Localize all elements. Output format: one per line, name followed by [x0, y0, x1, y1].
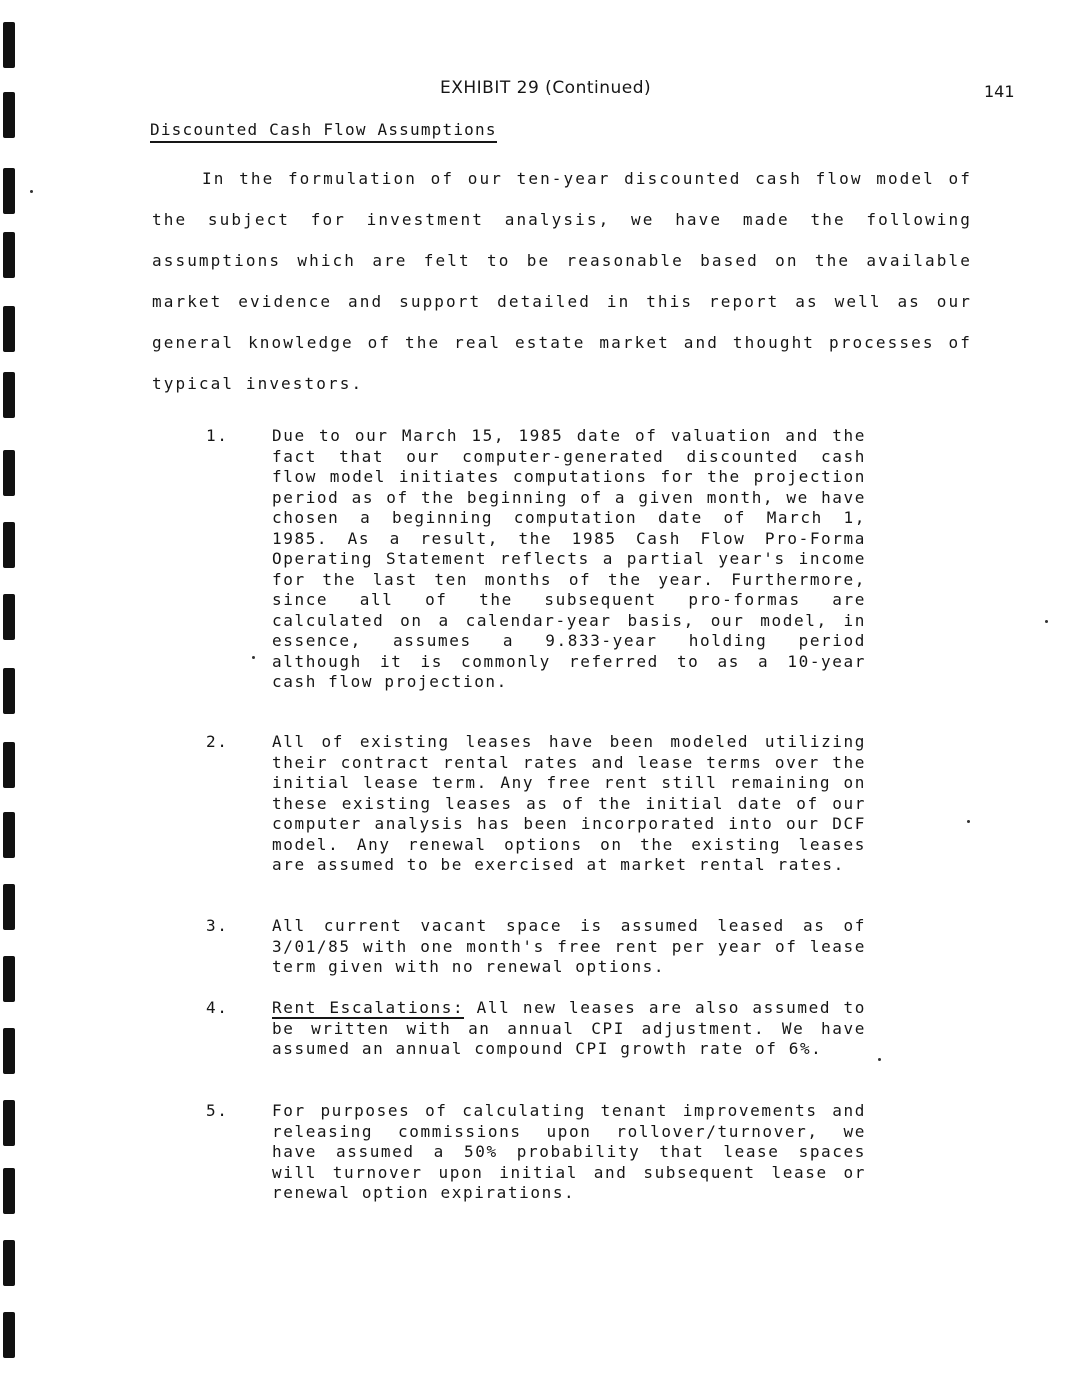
binder-mark: [3, 372, 15, 418]
binder-mark: [3, 1100, 15, 1146]
item-label: Rent Escalations:: [272, 998, 465, 1017]
item-text: For purposes of calculating tenant improvements and releasing commissions upon rollover/turnover, we have assumed a 50% probability that lease spaces will turnover upon initial and subsequent lease or renewal option expirations.: [272, 1101, 866, 1202]
item-text-body: All new leases are also assumed to be written with an annual CPI adjustment. We have assumed an annual compound CPI growth rate of 6%.: [272, 998, 866, 1058]
binder-mark: [3, 22, 15, 68]
binder-mark: [3, 884, 15, 930]
binder-mark: [3, 232, 15, 278]
scan-speck: [967, 820, 970, 823]
item-number: 5.: [206, 1101, 229, 1120]
binder-mark: [3, 668, 15, 714]
binder-mark: [3, 594, 15, 640]
item-text: All of existing leases have been modeled utilizing their contract rental rates and lease terms over the initial lease term. Any free rent still remaining on these existing leases as of the initial date of our computer analysis has been incorporated into our DCF model. Any renewal options on the existing leases are assumed to be exercised at market rental rates.: [272, 732, 866, 874]
binder-mark: [3, 1168, 15, 1214]
binder-mark: [3, 956, 15, 1002]
binder-mark: [3, 450, 15, 496]
binder-mark: [3, 92, 15, 138]
scan-speck: [878, 1058, 881, 1061]
item-text: All current vacant space is assumed leased as of 3/01/85 with one month's free rent per year of lease term given with no renewal options.: [272, 916, 866, 976]
scan-speck: [30, 190, 33, 193]
binder-mark: [3, 1240, 15, 1286]
binder-mark: [3, 1312, 15, 1358]
item-text: [272, 998, 866, 1060]
binder-mark: [3, 812, 15, 858]
exhibit-title: EXHIBIT 29 (Continued): [440, 78, 652, 98]
item-number: 4.: [206, 998, 229, 1017]
item-number: 1.: [206, 426, 229, 445]
binder-mark: [3, 522, 15, 568]
binder-mark: [3, 1028, 15, 1074]
item-number: 3.: [206, 916, 229, 935]
binder-mark: [3, 306, 15, 352]
scan-speck: [1045, 620, 1048, 623]
binder-mark: [3, 742, 15, 788]
item-number: 2.: [206, 732, 229, 751]
page-number: 141: [984, 82, 1015, 101]
binder-mark: [3, 168, 15, 214]
item-text: Due to our March 15, 1985 date of valuation and the fact that our computer-generated discounted cash flow model initiates computations for the projection period as of the beginning of a given month, we have chosen a beginning computation date of March 1, 1985. As a result, the 1985 Cash Flow Pro-Forma Operating Statement reflects a partial year's income for the last ten months of the year. Furthermore, since all of the subsequent pro-formas are calculated on a calendar-year basis, our model, in essence, assumes a 9.833-year holding period although it is commonly referred to as a 10-year cash flow projection.: [272, 426, 866, 691]
intro-paragraph: In the formulation of our ten-year discounted cash flow model of the subject for investment analysis, we have made the following assumptions which are felt to be reasonable based on the available market evidence and support detailed in this report as well as our general knowledge of the real estate market and thought processes of typical investors.: [152, 169, 972, 393]
scan-speck: [252, 656, 255, 659]
section-heading: Discounted Cash Flow Assumptions: [150, 120, 497, 143]
